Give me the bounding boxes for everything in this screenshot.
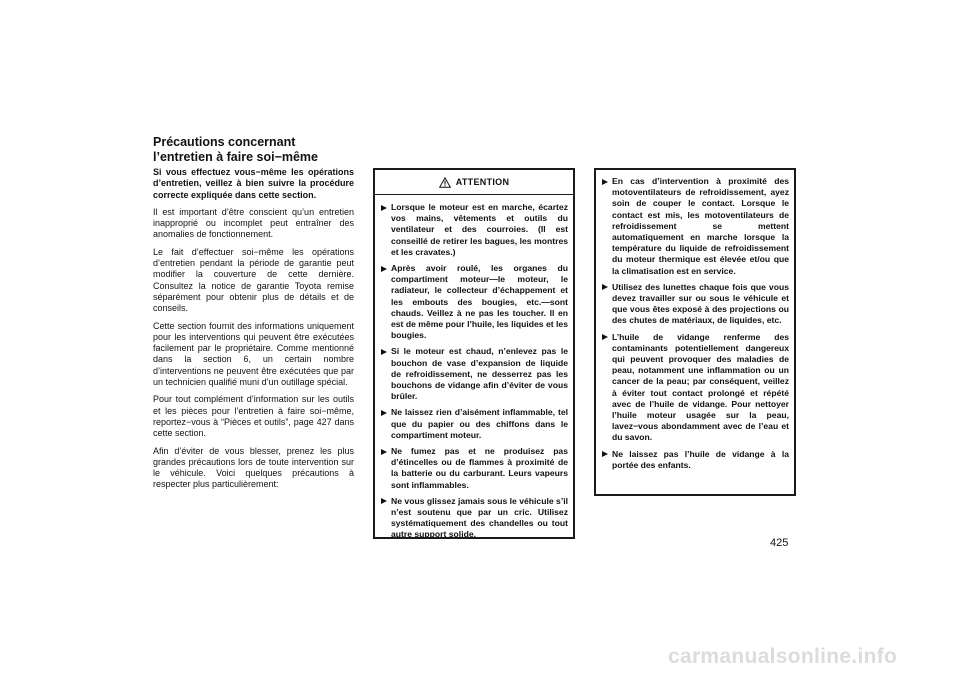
body-paragraph: Afin d’éviter de vous blesser, prenez les plus grandes précautions lors de toute intervention sur le véhicule. Voici quelques précautions à respecter plus particulièrement: [153,445,354,490]
heading-line-1: Précautions concernant [153,135,296,149]
list-item: Si le moteur est chaud, n’enlevez pas le bouchon de vase d’expansion de liquide de refroidissement, ne desserrez pas les bouchons de vidange afin d’éviter de vous brûler. [381,346,568,402]
list-item: Ne vous glissez jamais sous le véhicule s’il n’est soutenu que par un cric. Utilisez systématiquement des chandelles ou tout autre support solide. [381,496,568,541]
list-item: Ne laissez rien d’aisément inflammable, tel que du papier ou des chiffons dans le compartiment moteur. [381,407,568,441]
body-paragraph: Le fait d’effectuer soi−même les opérations d’entretien pendant la période de garantie peut modifier la couverture de cette dernière. Consultez la notice de garantie Toyota remise séparément pour obtenir plus de détails et de conseils. [153,246,354,314]
list-item: Utilisez des lunettes chaque fois que vous devez travailler sur ou sous le véhicule et que vous êtes exposé à des projections ou des chutes de matériaux, de liquides, etc. [602,282,789,327]
attention-box [373,168,575,539]
attention-header [375,170,573,195]
attention-continued-box [594,168,796,496]
attention-list [375,195,573,541]
body-paragraph: Il est important d’être conscient qu’un entretien inapproprié ou incomplet peut entraîner des anomalies de fonctionnement. [153,206,354,240]
list-item: Ne laissez pas l’huile de vidange à la portée des enfants. [602,449,789,471]
left-text-column [153,167,354,497]
body-paragraph: Pour tout complément d’information sur les outils et les pièces pour l’entretien à faire soi−même, reportez−vous à “Pièces et outils”, page 427 dans cette section. [153,394,354,439]
page-number: 425 [770,537,789,549]
watermark: carmanualsonline.info [668,645,898,668]
list-item: Ne fumez pas et ne produisez pas d’étincelles ou de flammes à proximité de la batterie ou du carburant. Leurs vapeurs sont inflammables. [381,446,568,491]
continued-list [596,170,794,471]
heading-line-2: l’entretien à faire soi−même [153,150,319,164]
section-heading [153,135,363,165]
list-item: Après avoir roulé, les organes du compartiment moteur—le moteur, le radiateur, le collecteur d’échappement et les embouts des bougies, etc.—sont chauds. Veillez à ne pas les toucher. Il en est de même pour l’huile, les liquides et les bougies. [381,263,568,341]
body-paragraph: Cette section fournit des informations uniquement pour les interventions qui peuvent être exécutées facilement par le propriétaire. Comme mentionné dans la section 6, un certain nombre d’interventions ne peuvent être exécutées que par un technicien qualifié muni d’un outillage spécial. [153,320,354,388]
warning-triangle-icon [439,177,451,188]
attention-title: ATTENTION [455,177,510,187]
list-item: L’huile de vidange renferme des contaminants potentiellement dangereux qui peuvent provoquer des maladies de peau, notamment une inflammation ou un cancer de la peau; par conséquent, veillez à éviter tout contact prolongé et répété avec de l’huile de vidange. Pour nettoyer l’huile moteur usagée sur la peau, lavez−vous abondamment avec de l’eau et du savon. [602,332,789,444]
list-item: En cas d’intervention à proximité des motoventilateurs de refroidissement, ayez soin de couper le contact. Lorsque le contact est mis, les motoventilateurs de refroidissement se mettent automatiquement en marche lorsque la température du liquide de refroidissement du moteur thermique est élevée et/ou que la climatisation est en service. [602,176,789,277]
list-item: Lorsque le moteur est en marche, écartez vos mains, vêtements et outils du ventilateur et des courroies. (Il est conseillé de retirer les bagues, les montres et les cravates.) [381,202,568,258]
intro-paragraph: Si vous effectuez vous−même les opérations d’entretien, veillez à bien suivre la procédure correcte expliquée dans cette section. [153,167,354,200]
